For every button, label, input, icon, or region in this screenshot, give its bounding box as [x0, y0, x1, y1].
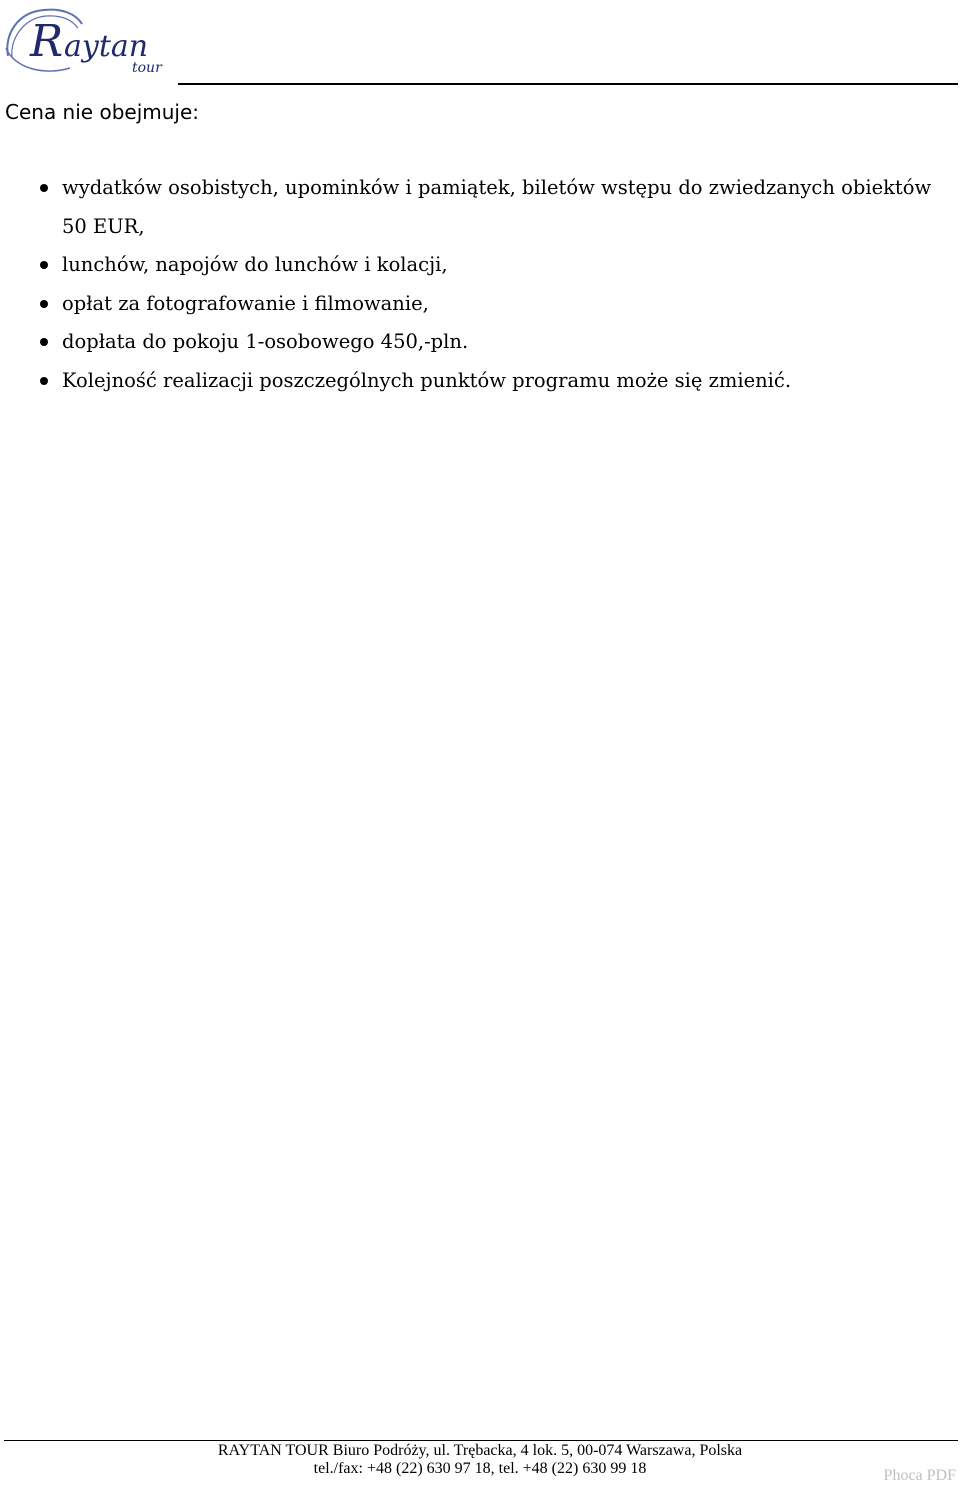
list-item	[0, 362, 960, 401]
svg-text:tour: tour	[132, 60, 162, 76]
footer-address: RAYTAN TOUR Biuro Podróży, ul. Trębacka, 4 lok. 5, 00-074 Warszawa, Polska	[217, 1442, 743, 1459]
list-item-text: opłat za fotografowanie i filmowanie,	[62, 291, 429, 315]
header-divider	[178, 83, 958, 85]
footer-divider	[4, 1440, 958, 1441]
list-item	[0, 285, 960, 324]
list-item	[0, 169, 960, 246]
raytan-tour-logo	[4, 4, 176, 78]
list-item-text: wydatków osobistych, upominków i pamiątek, biletów wstępu do zwiedzanych obiektów 50 EUR,	[62, 176, 932, 238]
section-heading: Cena nie obejmuje:	[5, 100, 200, 124]
phoca-pdf-link[interactable]: Phoca PDF	[883, 1467, 956, 1484]
exclusions-list	[0, 169, 960, 400]
bullet-icon	[40, 261, 48, 269]
list-item-text: lunchów, napojów do lunchów i kolacji,	[62, 253, 448, 276]
bullet-icon	[40, 184, 48, 192]
footer-contact: tel./fax: +48 (22) 630 97 18, tel. +48 (22) 630 99 18	[313, 1460, 647, 1477]
svg-text:R: R	[30, 16, 64, 67]
list-item-text: Kolejność realizacji poszczególnych punktów programu może się zmienić.	[62, 368, 792, 392]
bullet-icon	[40, 377, 48, 385]
page-header	[0, 0, 960, 86]
list-item	[0, 323, 960, 362]
svg-text:aytan: aytan	[64, 29, 149, 64]
list-item-text: dopłata do pokoju 1-osobowego 450,-pln.	[62, 330, 469, 353]
bullet-icon	[40, 338, 48, 346]
bullet-icon	[40, 300, 48, 308]
list-item	[0, 246, 960, 285]
